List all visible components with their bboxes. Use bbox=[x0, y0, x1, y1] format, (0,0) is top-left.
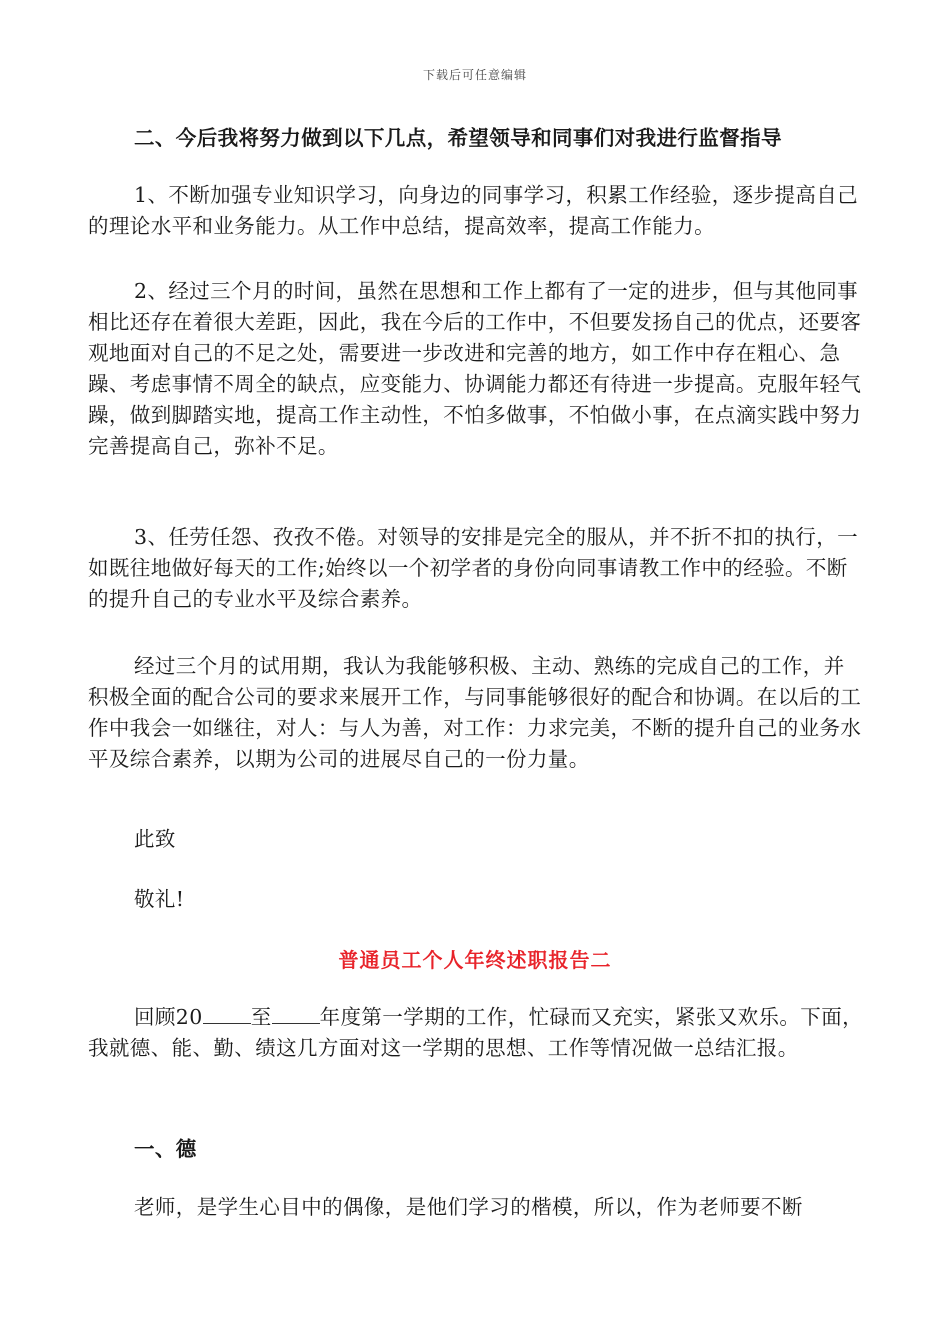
paragraph-item-3: 3、任劳任怨、孜孜不倦。对领导的安排是完全的服从，并不折不扣的执行，一如既往地做好每天的工作;始终以一个初学者的身份向同事请教工作中的经验。不断的提升自己的专业水平及综合素养。 bbox=[88, 525, 859, 611]
section-heading: 二、今后我将努力做到以下几点，希望领导和同事们对我进行监督指导 bbox=[134, 126, 782, 150]
sign-off-line-1: 此致 bbox=[134, 827, 176, 851]
blank-underline-2 bbox=[272, 1003, 320, 1024]
review-text-2: 至 bbox=[250, 1005, 272, 1029]
report-title: 普通员工个人年终述职报告二 bbox=[338, 948, 612, 972]
paragraph-review bbox=[88, 1002, 863, 1064]
header-note: 下载后可任意编辑 bbox=[422, 68, 527, 82]
review-text-3: 年度第一学期的工作，忙碌而又充实，紧张又欢乐。下面，我就德、能、勤、绩这几方面对这一学期的思想、工作等情况做一总结汇报。 bbox=[88, 1005, 863, 1060]
paragraph-virtue: 老师，是学生心目中的偶像，是他们学习的楷模，所以，作为老师要不断 bbox=[134, 1195, 803, 1219]
paragraph-closing: 经过三个月的试用期，我认为我能够积极、主动、熟练的完成自己的工作，并积极全面的配合公司的要求来展开工作，与同事能够很好的配合和协调。在以后的工作中我会一如继往，对人：与人为善，对工作：力求完美，不断的提升自己的业务水平及综合素养，以期为公司的进展尽自己的一份力量。 bbox=[88, 654, 862, 771]
virtue-heading: 一、德 bbox=[134, 1137, 197, 1161]
review-text-1: 回顾20 bbox=[134, 1005, 203, 1029]
blank-underline-1 bbox=[203, 1003, 251, 1024]
sign-off-line-2: 敬礼! bbox=[134, 887, 185, 911]
paragraph-item-1: 1、不断加强专业知识学习，向身边的同事学习，积累工作经验，逐步提高自己的理论水平和业务能力。从工作中总结，提高效率，提高工作能力。 bbox=[88, 183, 859, 238]
paragraph-item-2: 2、经过三个月的时间，虽然在思想和工作上都有了一定的进步，但与其他同事相比还存在着很大差距，因此，我在今后的工作中，不但要发扬自己的优点，还要客观地面对自己的不足之处，需要进一步改进和完善的地方，如工作中存在粗心、急躁、考虑事情不周全的缺点，应变能力、协调能力都还有待进一步提高。克服年轻气躁，做到脚踏实地，提高工作主动性，不怕多做事，不怕做小事，在点滴实践中努力完善提高自己，弥补不足。 bbox=[88, 279, 862, 458]
